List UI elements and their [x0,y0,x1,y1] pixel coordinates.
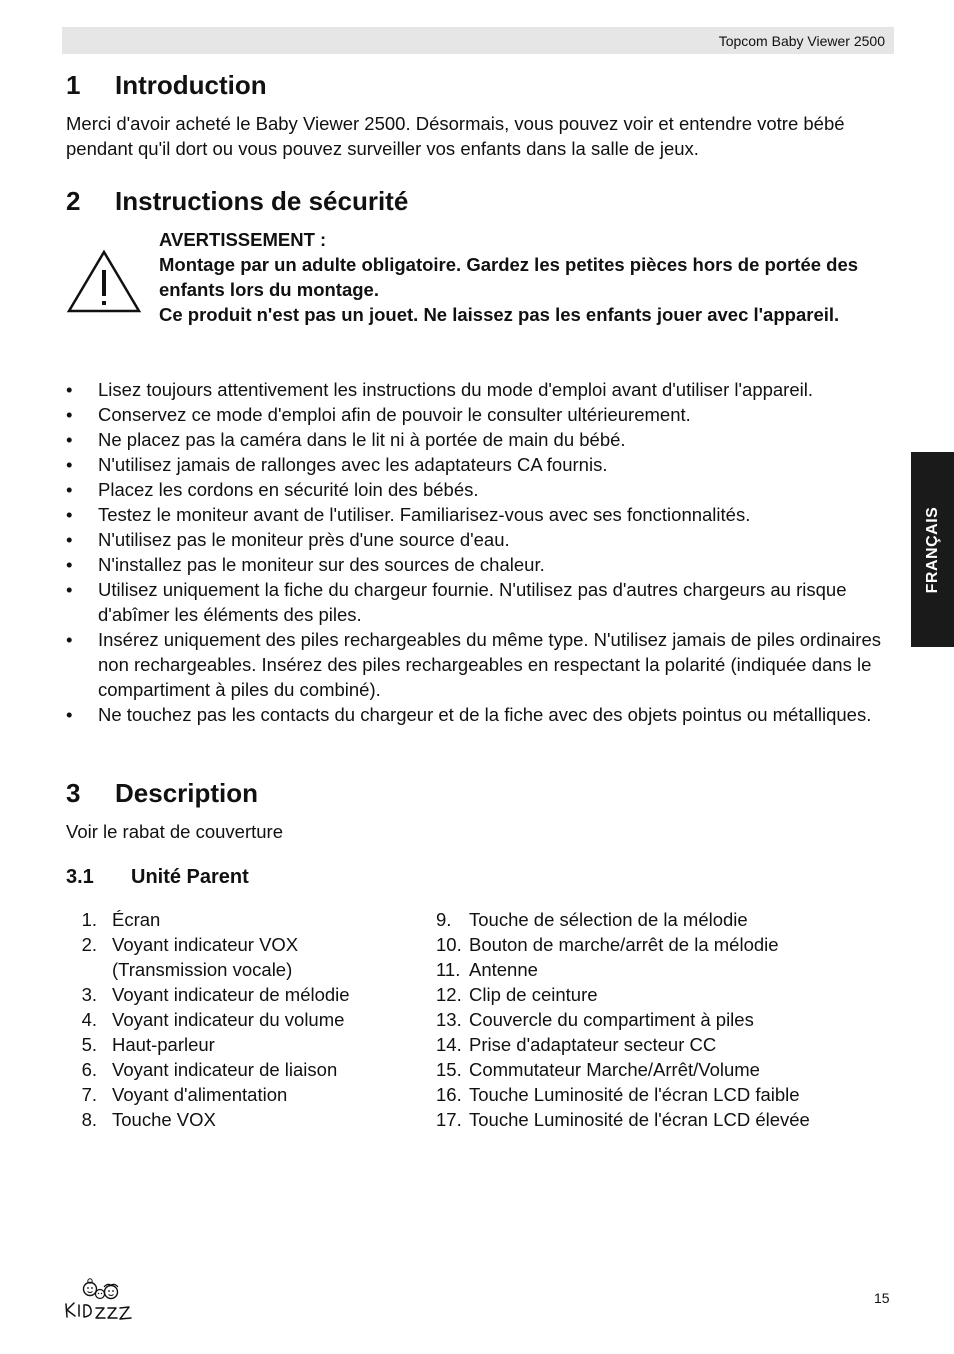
list-item: • Testez le moniteur avant de l'utiliser. Familiarisez-vous avec ses fonctionnalités. [66,502,896,527]
item-text: Voyant indicateur du volume [112,1009,345,1030]
list-item: • Lisez toujours attentivement les instructions du mode d'emploi avant d'utiliser l'appareil. [66,377,896,402]
section-number: 2 [66,186,81,216]
item-number: 13. [436,1009,462,1030]
item-number: 12. [436,984,462,1005]
subsection-title: Unité Parent [131,866,249,888]
item-text: Prise d'adaptateur secteur CC [469,1034,717,1055]
item-text: Voyant indicateur VOX (Transmission vocale) [112,934,299,980]
kidzzz-logo [63,1278,137,1322]
list-item [66,907,406,932]
item-number: 6. [81,1059,97,1080]
section-number: 3 [66,778,81,808]
list-item [66,1082,406,1107]
item-text: Commutateur Marche/Arrêt/Volume [469,1059,760,1080]
item-number: 15. [436,1059,462,1080]
item-text: Clip de ceinture [469,984,598,1005]
item-number: 5. [81,1034,97,1055]
list-item [66,1032,406,1057]
item-text: Couvercle du compartiment à piles [469,1009,754,1030]
list-item [436,932,896,957]
list-item [436,1082,896,1107]
list-item [66,1107,406,1132]
list-item [66,1057,406,1082]
item-text: Voyant indicateur de liaison [112,1059,338,1080]
list-item [436,1032,896,1057]
item-text: Touche Luminosité de l'écran LCD élevée [469,1109,810,1130]
list-item: • N'utilisez jamais de rallonges avec les adaptateurs CA fournis. [66,452,896,477]
parent-unit-list-right [436,907,896,1132]
list-item: • N'utilisez pas le moniteur près d'une source d'eau. [66,527,896,552]
section-heading-description [66,778,258,809]
list-item [436,1057,896,1082]
item-number: 8. [81,1109,97,1130]
subsection-heading-parent-unit [66,866,249,889]
item-number: 14. [436,1034,462,1055]
language-tab-label: FRANÇAIS [923,506,941,593]
item-number: 10. [436,934,462,955]
item-number: 16. [436,1084,462,1105]
description-text: Voir le rabat de couverture [66,821,283,842]
list-item [436,907,896,932]
list-item [436,982,896,1007]
item-text: Bouton de marche/arrêt de la mélodie [469,934,779,955]
list-item: • Ne placez pas la caméra dans le lit ni à portée de main du bébé. [66,427,896,452]
language-tab [911,452,954,647]
section-title: Introduction [115,70,267,100]
section-title: Description [115,778,259,808]
list-item [66,982,406,1007]
item-text: Antenne [469,959,538,980]
section-title: Instructions de sécurité [115,186,409,216]
item-number: 11. [436,959,461,980]
item-number: 9. [436,909,452,930]
subsection-number: 3.1 [66,866,94,888]
item-text: Voyant d'alimentation [112,1084,288,1105]
item-number: 7. [81,1084,97,1105]
item-text: Touche de sélection de la mélodie [469,909,748,930]
item-number: 17. [436,1109,462,1130]
list-item: • Conservez ce mode d'emploi afin de pouvoir le consulter ultérieurement. [66,402,896,427]
list-item: • Insérez uniquement des piles rechargeables du même type. N'utilisez jamais de piles ordinaires non rechargeables. Insérez des piles rechargeables en respectant la polarité (indiquée dans le compartiment à piles du combiné). [66,627,896,702]
item-number: 1. [81,909,97,930]
section-number: 1 [66,70,81,100]
warning-block [159,227,899,327]
introduction-text: Merci d'avoir acheté le Baby Viewer 2500. Désormais, vous pouvez voir et entendre votre bébé pendant qu'il dort ou vous pouvez surveiller vos enfants dans la salle de jeux. [66,113,845,159]
warning-triangle-icon [66,248,142,314]
item-text: Haut-parleur [112,1034,215,1055]
list-item [436,1007,896,1032]
warning-line: Ce produit n'est pas un jouet. Ne laissez pas les enfants jouer avec l'appareil. [159,304,840,325]
list-item: • Ne touchez pas les contacts du chargeur et de la fiche avec des objets pointus ou métalliques. [66,702,896,727]
warning-line: Montage par un adulte obligatoire. Gardez les petites pièces hors de portée des enfants lors du montage. [159,254,859,300]
list-item [66,1007,406,1032]
list-item [66,932,406,982]
item-text: Touche VOX [112,1109,216,1130]
list-item: • N'installez pas le moniteur sur des sources de chaleur. [66,552,896,577]
section-heading-introduction [66,70,267,101]
item-text: Touche Luminosité de l'écran LCD faible [469,1084,800,1105]
list-item [436,1107,896,1132]
item-number: 3. [81,984,97,1005]
page-number: 15 [874,1290,890,1306]
list-item [436,957,896,982]
item-number: 4. [81,1009,97,1030]
list-item: • Utilisez uniquement la fiche du chargeur fournie. N'utilisez pas d'autres chargeurs au risque d'abîmer les éléments des piles. [66,577,896,627]
header-bar [62,27,894,54]
item-number: 2. [81,934,97,955]
header-title: Topcom Baby Viewer 2500 [718,33,885,49]
parent-unit-list-left [66,907,406,1132]
safety-list [66,377,896,727]
item-text: Voyant indicateur de mélodie [112,984,350,1005]
item-text: Écran [112,909,161,930]
section-heading-safety [66,186,408,217]
list-item: • Placez les cordons en sécurité loin des bébés. [66,477,896,502]
warning-heading: AVERTISSEMENT : [159,229,327,250]
